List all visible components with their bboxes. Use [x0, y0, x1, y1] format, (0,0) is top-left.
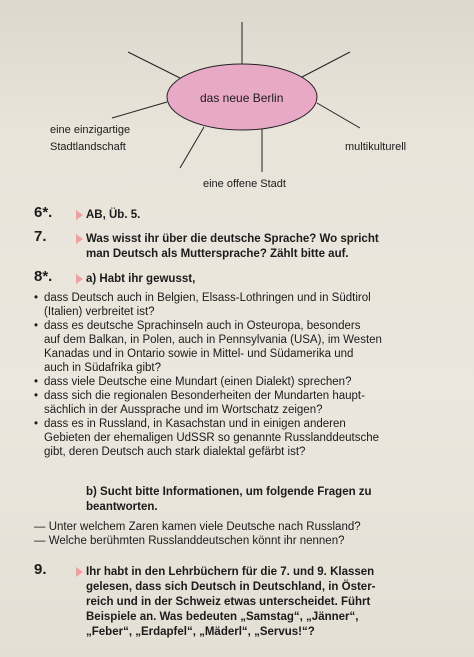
mindmap-left-line: Stadtlandschaft [50, 141, 126, 153]
exercise-number: 7. [34, 228, 47, 245]
exercise-line: man Deutsch als Muttersprache? Zählt bitte auf. [86, 248, 349, 260]
list-item-line: gibt, deren Deutsch auch stark dialektal gefärbt ist? [44, 446, 306, 458]
exercise-line: reich und in der Schweiz etwas unterscheidet. Führt [86, 596, 371, 608]
exercise-7 [34, 228, 462, 264]
exercise-line: Ihr habt in den Lehrbüchern für die 7. und 9. Klassen [86, 566, 375, 578]
mindmap-left-line: eine einzigartige [50, 124, 131, 136]
arrow-icon [76, 234, 83, 244]
mindmap-center-label: das neue Berlin [200, 91, 284, 105]
list-item [34, 389, 464, 417]
exercise-6 [34, 204, 462, 228]
exercise-line: gelesen, dass sich Deutsch in Deutschland, in Öster- [86, 581, 376, 593]
list-item-line: auch in Südafrika gibt? [44, 362, 161, 374]
list-item-line: auf dem Balkan, in Polen, auch in Pennsylvania (USA), im Westen [44, 334, 382, 346]
exercise-8a-label: a) Habt ihr gewusst, [86, 273, 196, 285]
bullet-list [34, 291, 464, 459]
arrow-icon [76, 210, 83, 220]
list-item-line: Kanadas und in Ontario sowie in Mittel- und Südamerika und [44, 348, 354, 360]
exercise-line: „Feber“, „Erdapfel“, „Mäderl“, „Servus!“? [86, 626, 315, 638]
question-item: — Welche berühmten Russlanddeutschen könnt ihr nennen? [34, 535, 345, 547]
arrow-icon [76, 567, 83, 577]
mindmap-spoke [112, 102, 167, 118]
exercise-8b-line: b) Sucht bitte Informationen, um folgende Fragen zu [86, 486, 372, 498]
list-item [34, 417, 464, 459]
mindmap-bottom-label: eine offene Stadt [203, 178, 286, 190]
exercise-number: 9. [34, 561, 47, 578]
list-item-line: • dass es deutsche Sprachinseln auch in Osteuropa, besonders [44, 320, 361, 332]
exercise-8b [86, 485, 372, 515]
exercise-line: Was wisst ihr über die deutsche Sprache? Wo spricht [86, 233, 379, 245]
list-item-line: sächlich in der Aussprache und im Wortschatz zeigen? [44, 404, 323, 416]
list-item-line: • dass es in Russland, in Kasachstan und in einigen anderen [44, 418, 346, 430]
list-item-line: (Italien) verbreitet ist? [44, 306, 155, 318]
exercise-8b-line: beantworten. [86, 501, 158, 513]
exercise-text: AB, Üb. 5. [86, 209, 141, 221]
exercise-8 [34, 268, 462, 290]
list-item-line: Gebieten der ehemaligen UdSSR so genannte Russlanddeutsche [44, 432, 379, 444]
exercise-line: Beispiele an. Was bedeuten „Samstag“, „Jänner“, [86, 611, 359, 623]
question-item: — Unter welchem Zaren kamen viele Deutsche nach Russland? [34, 521, 361, 533]
mindmap-spoke [302, 52, 350, 77]
arrow-icon [76, 274, 83, 284]
mindmap-spoke [317, 103, 360, 128]
exercise-9-text [86, 565, 376, 640]
mindmap-spoke [128, 52, 180, 78]
list-item-line: • dass sich die regionalen Besonderheiten der Mundarten haupt- [44, 390, 365, 402]
list-item [34, 375, 464, 389]
question-list [34, 520, 464, 548]
list-item-line: • dass Deutsch auch in Belgien, Elsass-Lothringen und in Südtirol [44, 292, 371, 304]
list-item [34, 291, 464, 319]
mindmap-spoke [180, 127, 204, 168]
mindmap-left-label [50, 122, 130, 156]
exercise-number: 6*. [34, 204, 53, 221]
mindmap-right-label: multikulturell [345, 141, 407, 153]
list-item-line: • dass viele Deutsche eine Mundart (einen Dialekt) sprechen? [44, 376, 352, 388]
exercise-number: 8*. [34, 268, 53, 285]
exercise-9 [34, 561, 462, 645]
list-item [34, 319, 464, 375]
